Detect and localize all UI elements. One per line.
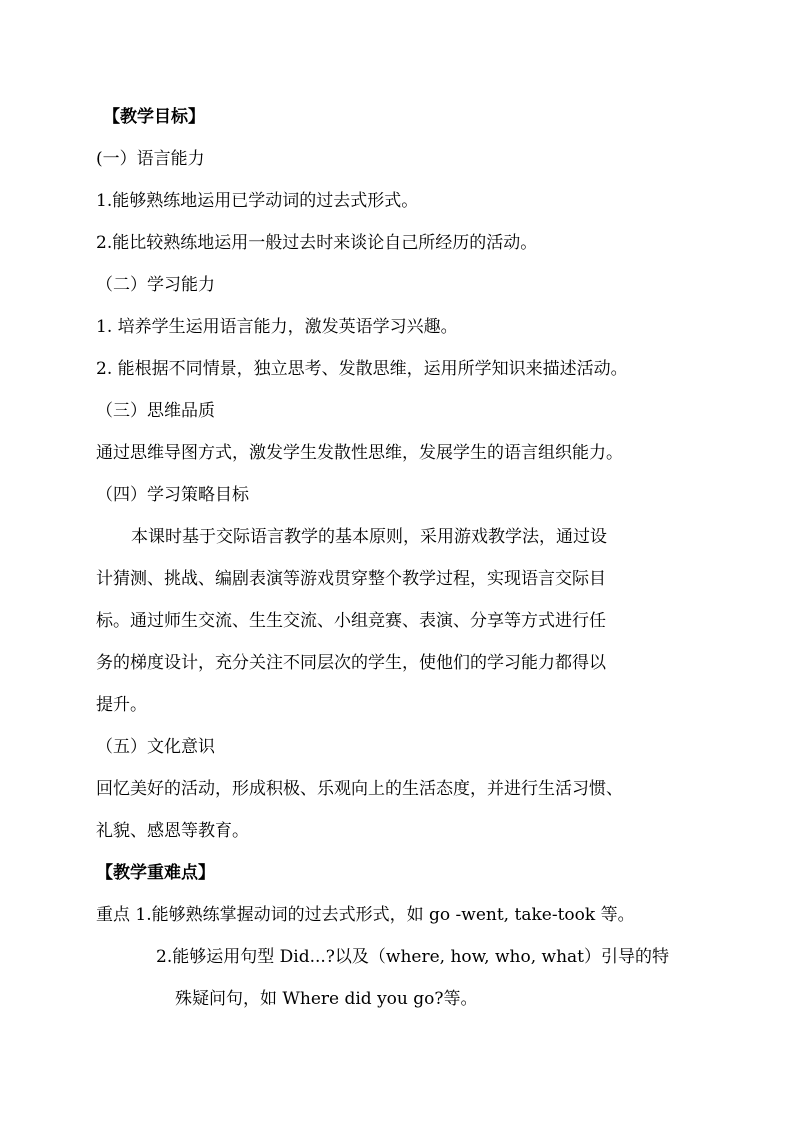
- section-learning-ability-title: （二）学习能力: [96, 275, 215, 295]
- cultural-awareness-line-2: 礼貌、感恩等教育。: [96, 821, 249, 841]
- learning-strategy-line-4: 务的梯度设计，充分关注不同层次的学生，使他们的学习能力都得以: [96, 653, 606, 673]
- heading-teaching-objectives: 【教学目标】: [103, 107, 205, 127]
- key-point-2-line-2: 殊疑问句，如 Where did you go?等。: [175, 989, 478, 1009]
- heading-key-difficult-points: 【教学重难点】: [96, 863, 215, 883]
- key-point-1: 重点 1.能够熟练掌握动词的过去式形式，如 go -went, take-took 等。: [96, 905, 635, 925]
- learning-strategy-line-1: 本课时基于交际语言教学的基本原则，采用游戏教学法，通过设: [131, 527, 607, 547]
- learning-strategy-line-2: 计猜测、挑战、编剧表演等游戏贯穿整个教学过程，实现语言交际目: [96, 569, 606, 589]
- section-language-ability-title: (一）语言能力: [96, 149, 205, 169]
- key-point-2-line-1: 2.能够运用句型 Did...?以及（where, how, who, what）引导的特: [156, 947, 669, 967]
- learning-ability-item-2: 2. 能根据不同情景，独立思考、发散思维，运用所学知识来描述活动。: [96, 359, 628, 379]
- learning-ability-item-1: 1. 培养学生运用语言能力，激发英语学习兴趣。: [96, 317, 458, 337]
- thinking-quality-text: 通过思维导图方式，激发学生发散性思维，发展学生的语言组织能力。: [96, 443, 623, 463]
- language-ability-item-2: 2.能比较熟练地运用一般过去时来谈论自己所经历的活动。: [96, 233, 538, 253]
- learning-strategy-line-5: 提升。: [96, 695, 147, 715]
- learning-strategy-line-3: 标。通过师生交流、生生交流、小组竞赛、表演、分享等方式进行任: [96, 611, 606, 631]
- cultural-awareness-line-1: 回忆美好的活动，形成积极、乐观向上的生活态度，并进行生活习惯、: [96, 779, 623, 799]
- section-thinking-quality-title: （三）思维品质: [96, 401, 215, 421]
- section-learning-strategy-title: （四）学习策略目标: [96, 485, 249, 505]
- language-ability-item-1: 1.能够熟练地运用已学动词的过去式形式。: [96, 191, 419, 211]
- section-cultural-awareness-title: （五）文化意识: [96, 737, 215, 757]
